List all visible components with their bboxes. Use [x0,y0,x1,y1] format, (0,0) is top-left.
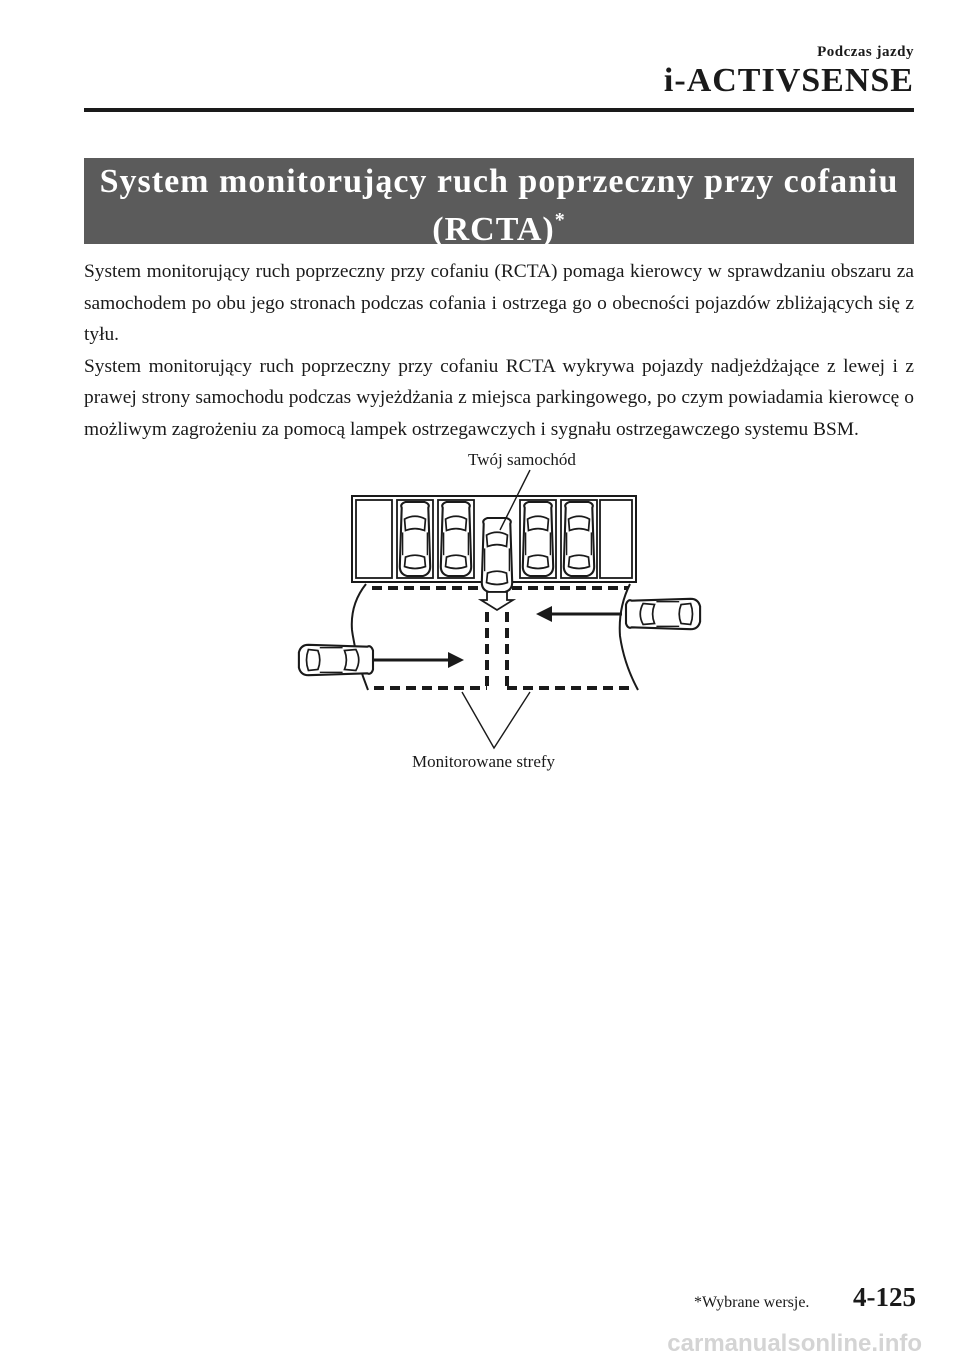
parked-car-3 [523,502,553,576]
header-rule [84,108,914,112]
header-section: Podczas jazdy [817,44,914,60]
reverse-arrow [481,592,513,610]
parked-car-1 [400,502,430,576]
zones-leader [462,692,530,748]
own-car [482,518,512,592]
section-title [84,158,914,249]
section-title-abbrev: (RCTA) [432,211,555,249]
arrow-from-left [372,652,464,668]
parked-car-4 [564,502,594,576]
section-title-line1: System monitorujący ruch poprzeczny przy cofaniu [99,163,899,200]
label-monitored-zones: Monitorowane strefy [412,752,556,771]
parked-car-2 [441,502,471,576]
paragraph-1: System monitorujący ruch poprzeczny przy cofaniu (RCTA) pomaga kierowcy w sprawdzaniu obszaru za samochodem po obu jego stronach podczas cofania i ostrzega go o obecności pojazdów zbliżających się z tyłu. [84,261,914,345]
page-number: 4-125 [853,1282,916,1312]
arrow-from-right [536,606,622,622]
approaching-car-right [626,599,700,629]
optional-mark: * [554,209,566,231]
footnote: *Wybrane wersje. [694,1294,810,1311]
body-text [84,256,914,445]
approaching-car-left [299,645,373,675]
watermark: carmanualsonline.info [667,1330,922,1357]
section-title-line2 [432,211,565,248]
paragraph-2: System monitorujący ruch poprzeczny przy cofaniu RCTA wykrywa pojazdy nadjeżdżające z lewej i z prawej strony samochodu podczas wyjeżdżania z miejsca parkingowego, po czym powiadamia kierowcę o możliwym zagrożeniu za pomocą lampek ostrzegawczych i sygnału ostrzegawczego systemu BSM. [84,355,914,440]
label-own-car: Twój samochód [468,450,576,469]
rcta-diagram [290,440,710,780]
header-chapter: i-ACTIVSENSE [663,62,914,99]
